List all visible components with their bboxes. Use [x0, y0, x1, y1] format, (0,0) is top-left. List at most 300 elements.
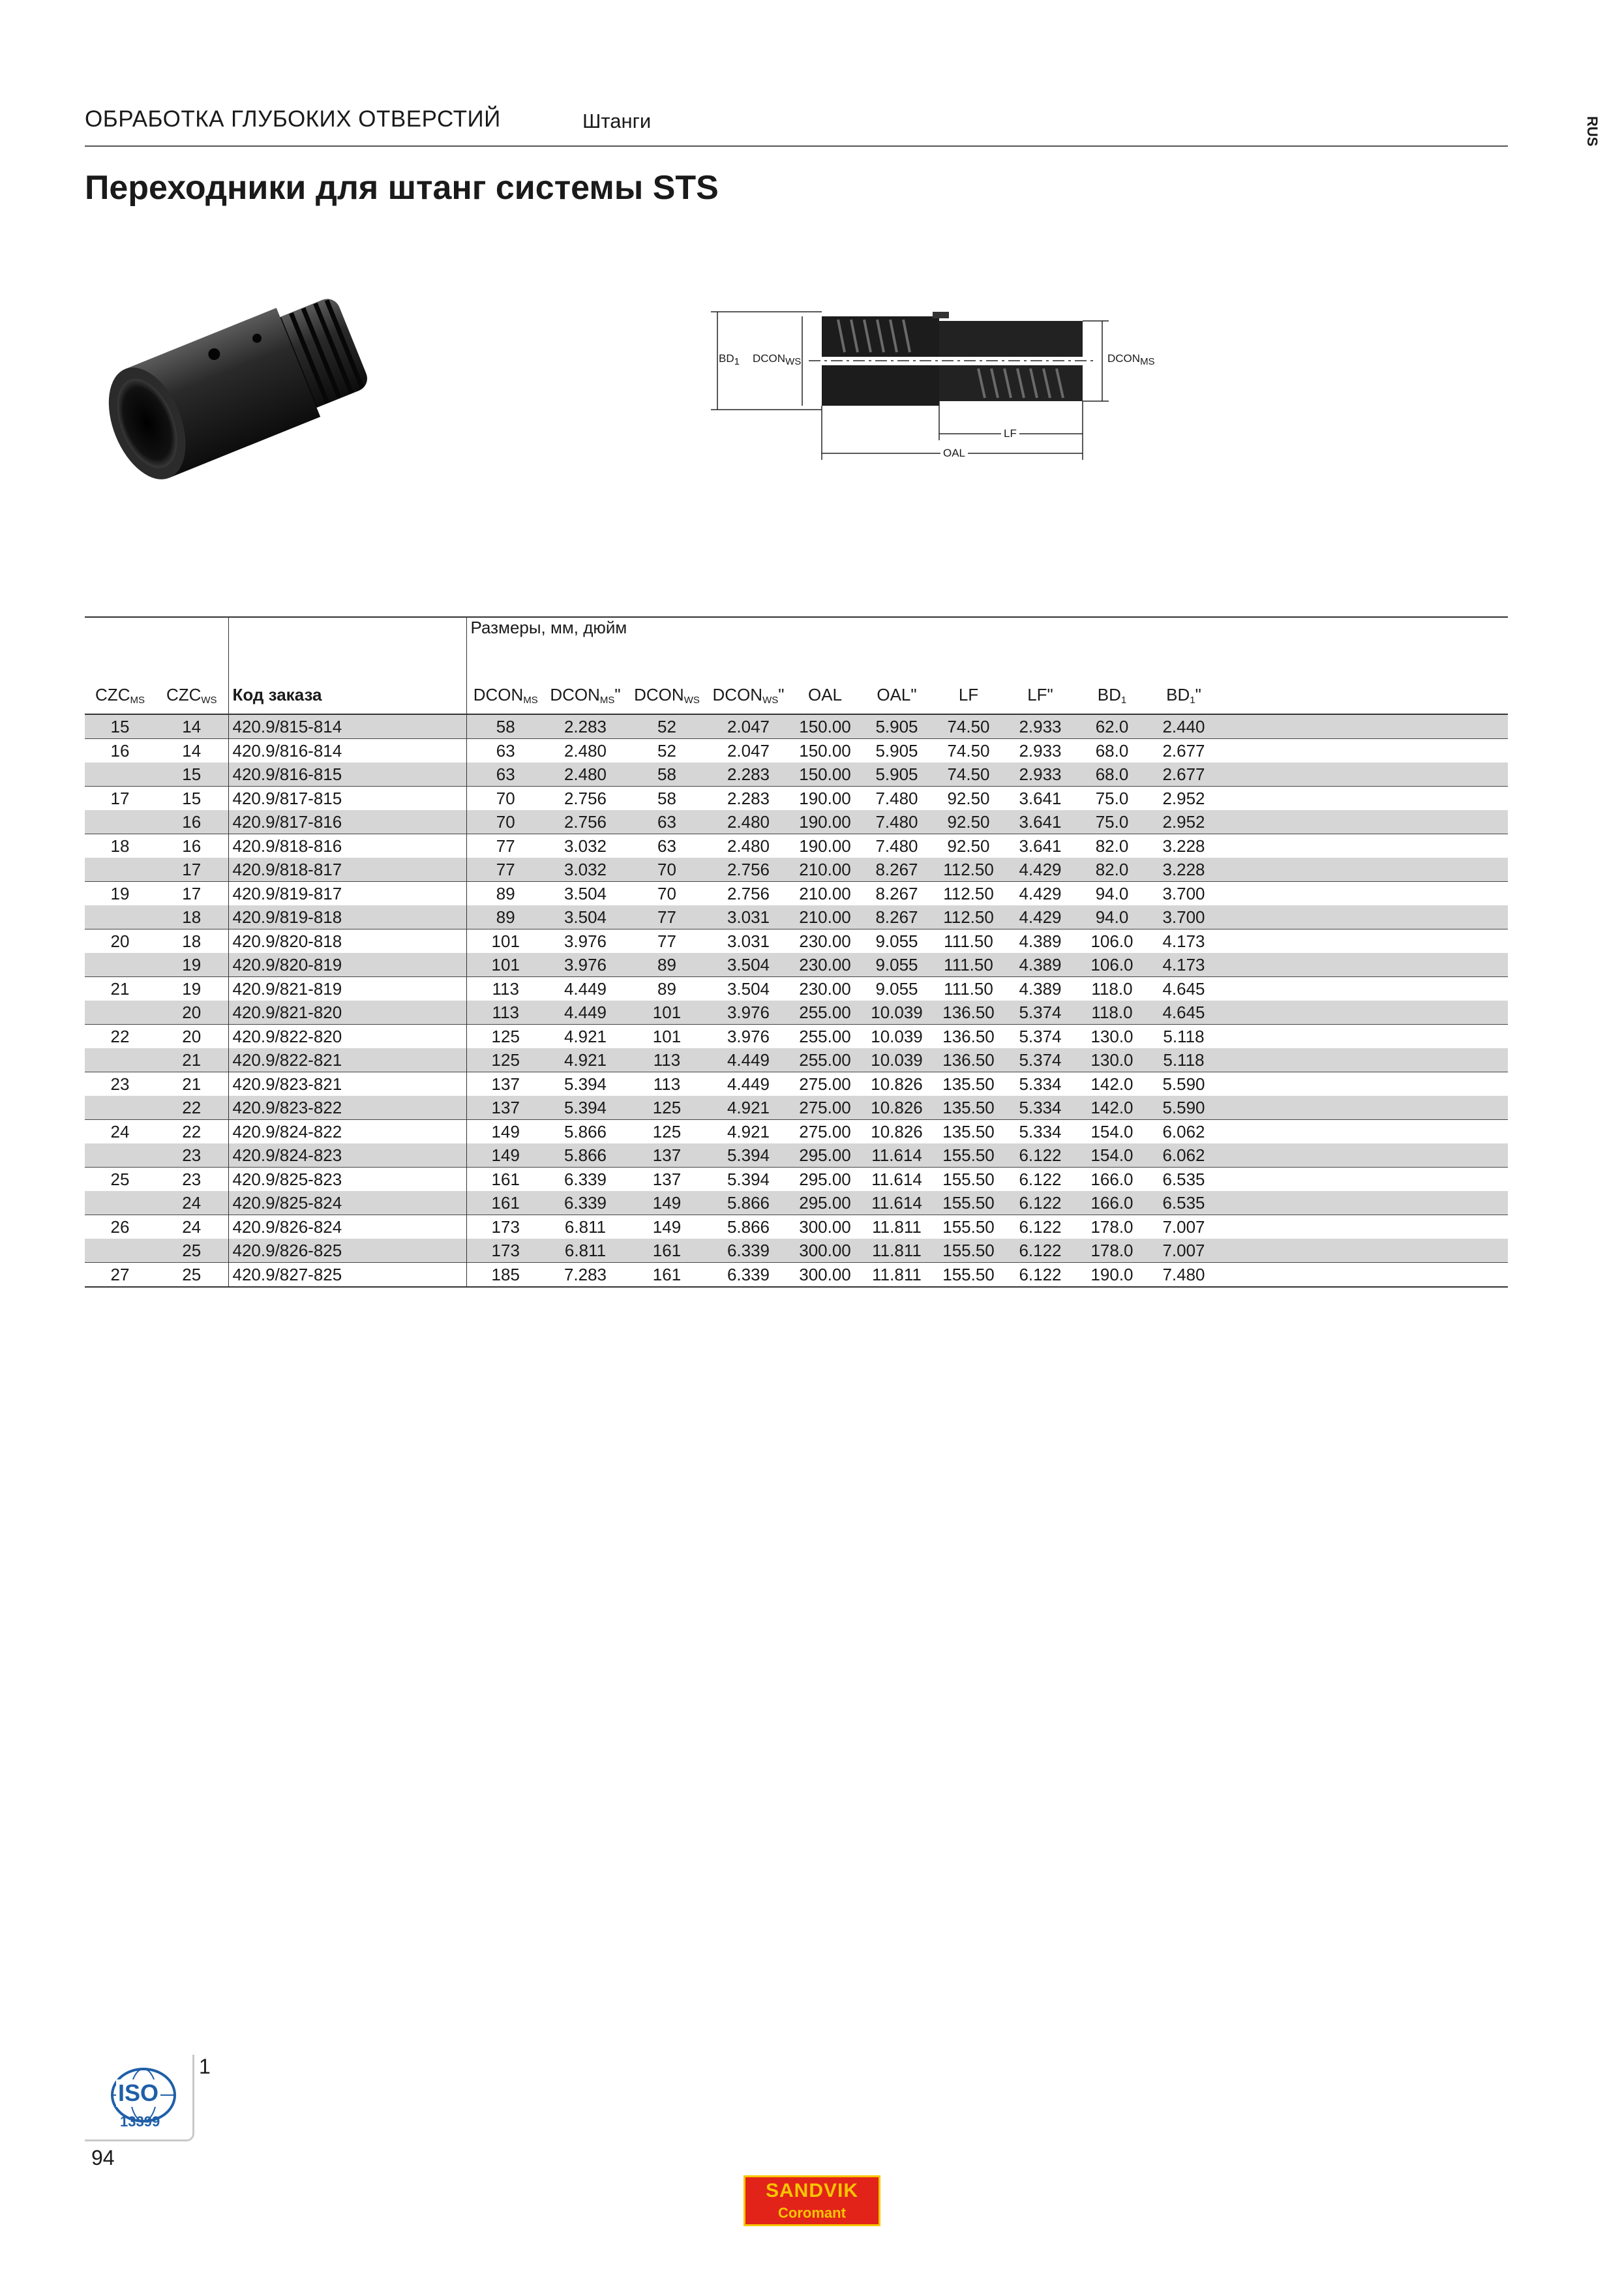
spec-table	[85, 616, 1508, 1288]
table-cell: 2.756	[545, 787, 626, 811]
table-cell: 75.0	[1076, 787, 1148, 811]
table-cell: 230.00	[789, 953, 861, 977]
table-cell: 70	[626, 858, 708, 882]
table-cell: 11.614	[861, 1168, 933, 1192]
table-cell: 19	[155, 977, 228, 1001]
table-row	[85, 834, 1508, 858]
table-filler-cell	[1220, 1120, 1508, 1144]
order-code-cell: 420.9/825-823	[228, 1168, 466, 1192]
order-code-cell: 420.9/824-822	[228, 1120, 466, 1144]
order-code-cell: 420.9/817-815	[228, 787, 466, 811]
table-cell: 101	[626, 1001, 708, 1025]
table-cell: 5.866	[545, 1120, 626, 1144]
column-header-7: OAL	[789, 682, 861, 714]
table-cell: 16	[155, 810, 228, 834]
table-cell: 2.677	[1148, 739, 1220, 763]
table-cell: 137	[466, 1096, 545, 1120]
table-cell: 125	[466, 1025, 545, 1049]
order-code-cell: 420.9/826-825	[228, 1239, 466, 1263]
table-row	[85, 1120, 1508, 1144]
table-filler-cell	[1220, 977, 1508, 1001]
table-cell: 5.905	[861, 763, 933, 787]
table-cell: 23	[155, 1168, 228, 1192]
table-cell	[85, 1096, 155, 1120]
table-cell: 6.122	[1004, 1143, 1076, 1168]
table-cell: 77	[626, 905, 708, 929]
table-cell: 82.0	[1076, 834, 1148, 858]
table-cell: 230.00	[789, 977, 861, 1001]
table-cell: 295.00	[789, 1143, 861, 1168]
table-cell: 5.374	[1004, 1025, 1076, 1049]
table-cell: 136.50	[933, 1001, 1004, 1025]
product-photo	[98, 274, 391, 515]
table-row	[85, 1072, 1508, 1096]
table-row	[85, 810, 1508, 834]
table-cell: 6.535	[1148, 1191, 1220, 1215]
column-header-9: LF	[933, 682, 1004, 714]
table-cell: 5.118	[1148, 1048, 1220, 1072]
table-cell: 2.480	[708, 810, 789, 834]
table-cell: 4.429	[1004, 858, 1076, 882]
table-cell: 23	[85, 1072, 155, 1096]
table-cell: 3.976	[545, 953, 626, 977]
table-cell: 111.50	[933, 977, 1004, 1001]
table-cell	[85, 763, 155, 787]
table-cell: 2.933	[1004, 739, 1076, 763]
table-cell: 149	[626, 1191, 708, 1215]
table-cell: 21	[85, 977, 155, 1001]
table-cell: 173	[466, 1215, 545, 1239]
table-cell: 155.50	[933, 1191, 1004, 1215]
table-cell: 4.921	[545, 1025, 626, 1049]
table-cell: 2.283	[708, 763, 789, 787]
table-cell: 18	[85, 834, 155, 858]
table-cell: 113	[626, 1048, 708, 1072]
order-code-cell: 420.9/815-814	[228, 714, 466, 739]
table-filler-cell	[1220, 1263, 1508, 1288]
table-cell: 118.0	[1076, 1001, 1148, 1025]
table-cell: 4.921	[708, 1120, 789, 1144]
table-cell: 52	[626, 739, 708, 763]
table-cell: 275.00	[789, 1120, 861, 1144]
table-cell: 94.0	[1076, 905, 1148, 929]
column-header-4: $DCON_{MS}$"	[545, 682, 626, 714]
table-cell: 11.811	[861, 1239, 933, 1263]
table-cell: 4.449	[545, 977, 626, 1001]
order-code-cell: 420.9/816-814	[228, 739, 466, 763]
table-cell: 210.00	[789, 905, 861, 929]
table-cell: 11.811	[861, 1263, 933, 1288]
table-filler-cell	[1220, 810, 1508, 834]
subsection-title: Штанги	[582, 110, 652, 132]
table-cell: 26	[85, 1215, 155, 1239]
table-cell: 6.811	[545, 1215, 626, 1239]
order-code-cell: 420.9/826-824	[228, 1215, 466, 1239]
table-cell: 6.062	[1148, 1120, 1220, 1144]
table-cell: 3.504	[708, 953, 789, 977]
drawing-label-lf: LF	[1001, 427, 1019, 440]
table-cell: 4.389	[1004, 929, 1076, 954]
table-cell: 58	[626, 763, 708, 787]
table-cell: 6.811	[545, 1239, 626, 1263]
table-cell: 3.641	[1004, 810, 1076, 834]
table-cell: 255.00	[789, 1025, 861, 1049]
table-cell: 2.756	[708, 882, 789, 906]
drawing-label-dcon-ws: $DCON_{WS}$	[753, 352, 802, 367]
table-cell: 2.933	[1004, 763, 1076, 787]
table-cell: 161	[626, 1239, 708, 1263]
dimension-drawing	[704, 300, 1174, 470]
table-cell: 210.00	[789, 858, 861, 882]
table-cell: 6.122	[1004, 1239, 1076, 1263]
table-filler-cell	[1220, 1168, 1508, 1192]
table-cell: 230.00	[789, 929, 861, 954]
table-cell: 3.031	[708, 929, 789, 954]
order-code-cell: 420.9/816-815	[228, 763, 466, 787]
table-cell: 10.826	[861, 1096, 933, 1120]
table-cell: 24	[155, 1215, 228, 1239]
table-cell: 70	[626, 882, 708, 906]
table-cell: 63	[626, 834, 708, 858]
table-row	[85, 1168, 1508, 1192]
table-cell: 106.0	[1076, 929, 1148, 954]
table-cell: 190.0	[1076, 1263, 1148, 1288]
table-cell	[85, 1191, 155, 1215]
table-row	[85, 1001, 1508, 1025]
table-cell: 101	[466, 929, 545, 954]
table-cell: 77	[626, 929, 708, 954]
table-cell: 20	[155, 1025, 228, 1049]
table-cell: 74.50	[933, 763, 1004, 787]
table-cell: 6.122	[1004, 1215, 1076, 1239]
table-cell: 150.00	[789, 739, 861, 763]
table-cell: 155.50	[933, 1215, 1004, 1239]
table-row	[85, 1191, 1508, 1215]
table-cell: 111.50	[933, 953, 1004, 977]
table-cell: 4.389	[1004, 977, 1076, 1001]
order-code-cell: 420.9/819-817	[228, 882, 466, 906]
table-row	[85, 905, 1508, 929]
table-cell: 5.118	[1148, 1025, 1220, 1049]
table-cell: 63	[626, 810, 708, 834]
table-cell: 2.440	[1148, 714, 1220, 739]
table-cell: 101	[626, 1025, 708, 1049]
table-cell: 18	[155, 929, 228, 954]
table-cell: 3.032	[545, 834, 626, 858]
table-cell: 68.0	[1076, 739, 1148, 763]
table-cell: 154.0	[1076, 1143, 1148, 1168]
table-cell: 5.905	[861, 714, 933, 739]
table-cell: 23	[155, 1143, 228, 1168]
table-body	[85, 714, 1508, 1287]
language-tag: RUS	[1584, 116, 1600, 147]
table-cell: 5.394	[545, 1072, 626, 1096]
table-filler-cell	[1220, 1096, 1508, 1120]
iso-footnote-ref: 1	[199, 2055, 211, 2078]
table-cell: 142.0	[1076, 1096, 1148, 1120]
table-cell: 6.062	[1148, 1143, 1220, 1168]
table-cell: 17	[155, 858, 228, 882]
table-filler-cell	[1220, 1048, 1508, 1072]
table-cell: 14	[155, 739, 228, 763]
table-filler-cell	[1220, 787, 1508, 811]
table-cell: 8.267	[861, 882, 933, 906]
table-cell: 4.449	[708, 1072, 789, 1096]
table-row	[85, 882, 1508, 906]
table-cell: 92.50	[933, 810, 1004, 834]
table-cell: 10.826	[861, 1120, 933, 1144]
table-cell: 14	[155, 714, 228, 739]
table-cell: 22	[155, 1120, 228, 1144]
table-cell: 125	[626, 1096, 708, 1120]
table-cell: 2.047	[708, 739, 789, 763]
table-cell: 161	[626, 1263, 708, 1288]
table-cell: 70	[466, 810, 545, 834]
table-cell: 137	[466, 1072, 545, 1096]
table-cell: 4.389	[1004, 953, 1076, 977]
table-cell: 89	[466, 882, 545, 906]
table-filler-cell	[1220, 1001, 1508, 1025]
table-cell: 8.267	[861, 858, 933, 882]
order-code-cell: 420.9/822-820	[228, 1025, 466, 1049]
table-cell: 149	[466, 1120, 545, 1144]
table-cell: 25	[155, 1263, 228, 1288]
table-cell: 16	[155, 834, 228, 858]
table-cell: 154.0	[1076, 1120, 1148, 1144]
table-cell: 275.00	[789, 1072, 861, 1096]
table-cell: 6.339	[545, 1168, 626, 1192]
order-code-cell: 420.9/819-818	[228, 905, 466, 929]
table-row	[85, 787, 1508, 811]
brand-name: SANDVIK	[765, 2180, 858, 2201]
table-cell: 2.933	[1004, 714, 1076, 739]
table-cell: 5.866	[545, 1143, 626, 1168]
table-cell: 155.50	[933, 1239, 1004, 1263]
table-cell: 15	[155, 763, 228, 787]
table-cell: 255.00	[789, 1048, 861, 1072]
table-cell: 2.283	[708, 787, 789, 811]
table-cell: 5.866	[708, 1215, 789, 1239]
table-cell: 3.504	[545, 905, 626, 929]
table-cell: 6.535	[1148, 1168, 1220, 1192]
table-cell: 149	[466, 1143, 545, 1168]
table-filler-cell	[1220, 834, 1508, 858]
table-cell: 4.921	[545, 1048, 626, 1072]
table-cell: 2.756	[545, 810, 626, 834]
drawing-label-oal: OAL	[940, 447, 968, 460]
table-cell: 15	[155, 787, 228, 811]
table-cell: 10.826	[861, 1072, 933, 1096]
table-cell: 2.047	[708, 714, 789, 739]
table-cell: 4.449	[545, 1001, 626, 1025]
table-cell: 300.00	[789, 1263, 861, 1288]
table-cell: 3.641	[1004, 787, 1076, 811]
table-cell: 135.50	[933, 1096, 1004, 1120]
table-cell: 125	[626, 1120, 708, 1144]
table-cell: 155.50	[933, 1143, 1004, 1168]
table-cell: 16	[85, 739, 155, 763]
table-cell: 178.0	[1076, 1239, 1148, 1263]
table-cell: 2.952	[1148, 787, 1220, 811]
table-cell: 5.866	[708, 1191, 789, 1215]
table-cell: 2.756	[708, 858, 789, 882]
table-cell: 17	[85, 787, 155, 811]
table-cell: 11.614	[861, 1191, 933, 1215]
table-cell: 3.641	[1004, 834, 1076, 858]
table-filler-cell	[1220, 714, 1508, 739]
table-cell: 125	[466, 1048, 545, 1072]
table-cell: 9.055	[861, 977, 933, 1001]
table-cell: 22	[85, 1025, 155, 1049]
order-code-cell: 420.9/823-821	[228, 1072, 466, 1096]
table-cell: 5.590	[1148, 1072, 1220, 1096]
table-cell: 4.173	[1148, 929, 1220, 954]
table-cell	[85, 858, 155, 882]
table-cell: 92.50	[933, 787, 1004, 811]
table-cell: 3.700	[1148, 882, 1220, 906]
order-code-cell: 420.9/820-819	[228, 953, 466, 977]
table-cell: 173	[466, 1239, 545, 1263]
order-code-cell: 420.9/822-821	[228, 1048, 466, 1072]
table-cell: 5.590	[1148, 1096, 1220, 1120]
table-cell: 89	[626, 953, 708, 977]
table-row	[85, 739, 1508, 763]
page-title: Переходники для штанг системы STS	[85, 169, 719, 207]
table-cell: 150.00	[789, 714, 861, 739]
table-cell: 24	[155, 1191, 228, 1215]
table-cell: 3.700	[1148, 905, 1220, 929]
table-cell: 295.00	[789, 1168, 861, 1192]
table-cell: 2.480	[708, 834, 789, 858]
order-code-cell: 420.9/823-822	[228, 1096, 466, 1120]
table-cell: 82.0	[1076, 858, 1148, 882]
table-cell: 4.449	[708, 1048, 789, 1072]
table-filler-cell	[1220, 929, 1508, 954]
table-cell: 6.339	[708, 1263, 789, 1288]
table-cell: 20	[155, 1001, 228, 1025]
table-row	[85, 1143, 1508, 1168]
table-cell: 20	[85, 929, 155, 954]
brand-subname: Coromant	[778, 2205, 846, 2221]
table-cell: 161	[466, 1191, 545, 1215]
table-cell: 7.480	[861, 834, 933, 858]
iso-badge	[85, 2055, 194, 2141]
table-cell: 210.00	[789, 882, 861, 906]
table-cell: 275.00	[789, 1096, 861, 1120]
table-cell: 185	[466, 1263, 545, 1288]
table-cell: 74.50	[933, 739, 1004, 763]
dimensions-group-label: Размеры, мм, дюйм	[466, 617, 1508, 682]
table-group-header-row	[85, 617, 1508, 682]
table-row	[85, 953, 1508, 977]
table-cell: 63	[466, 739, 545, 763]
table-cell: 2.952	[1148, 810, 1220, 834]
table-cell: 77	[466, 834, 545, 858]
table-cell: 25	[155, 1239, 228, 1263]
table-row	[85, 1048, 1508, 1072]
table-cell: 136.50	[933, 1048, 1004, 1072]
table-row	[85, 714, 1508, 739]
table-cell: 3.228	[1148, 834, 1220, 858]
iso-standard-number: 13399	[120, 2113, 160, 2130]
order-code-cell: 420.9/825-824	[228, 1191, 466, 1215]
table-cell: 113	[626, 1072, 708, 1096]
iso-logo-text: ISO	[116, 2079, 160, 2107]
table-cell: 5.905	[861, 739, 933, 763]
table-cell: 3.504	[545, 882, 626, 906]
table-cell: 7.283	[545, 1263, 626, 1288]
table-cell: 4.921	[708, 1096, 789, 1120]
table-cell: 113	[466, 1001, 545, 1025]
table-cell: 21	[155, 1048, 228, 1072]
table-cell: 7.007	[1148, 1239, 1220, 1263]
table-cell: 112.50	[933, 882, 1004, 906]
table-cell: 111.50	[933, 929, 1004, 954]
table-cell: 5.394	[708, 1143, 789, 1168]
table-cell: 2.480	[545, 763, 626, 787]
table-cell: 77	[466, 858, 545, 882]
order-code-cell: 420.9/818-816	[228, 834, 466, 858]
table-cell: 17	[155, 882, 228, 906]
table-row	[85, 1096, 1508, 1120]
table-cell: 21	[155, 1072, 228, 1096]
table-cell: 5.374	[1004, 1001, 1076, 1025]
order-code-cell: 420.9/820-818	[228, 929, 466, 954]
table-cell: 62.0	[1076, 714, 1148, 739]
table-cell: 112.50	[933, 905, 1004, 929]
table-cell: 58	[626, 787, 708, 811]
table-cell: 75.0	[1076, 810, 1148, 834]
table-cell: 190.00	[789, 834, 861, 858]
table-cell: 10.039	[861, 1001, 933, 1025]
column-header-11: $BD_1$	[1076, 682, 1148, 714]
table-cell: 5.394	[545, 1096, 626, 1120]
table-cell: 161	[466, 1168, 545, 1192]
table-cell: 68.0	[1076, 763, 1148, 787]
table-row	[85, 1215, 1508, 1239]
table-cell: 70	[466, 787, 545, 811]
column-header-6: $DCON_{WS}$"	[708, 682, 789, 714]
table-cell: 190.00	[789, 810, 861, 834]
table-cell: 149	[626, 1215, 708, 1239]
table-cell: 2.677	[1148, 763, 1220, 787]
order-code-cell: 420.9/817-816	[228, 810, 466, 834]
column-header-0: $CZC_{MS}$	[85, 682, 155, 714]
table-cell: 3.228	[1148, 858, 1220, 882]
table-cell: 3.504	[708, 977, 789, 1001]
table-cell: 9.055	[861, 953, 933, 977]
table-cell: 19	[155, 953, 228, 977]
table-cell: 2.480	[545, 739, 626, 763]
drawing-label-bd: $BD_1$	[719, 352, 740, 367]
column-header-1: $CZC_{WS}$	[155, 682, 228, 714]
table-cell: 150.00	[789, 763, 861, 787]
table-cell	[85, 953, 155, 977]
table-cell: 92.50	[933, 834, 1004, 858]
table-cell: 135.50	[933, 1120, 1004, 1144]
table-filler-cell	[1220, 1239, 1508, 1263]
table-cell	[85, 1239, 155, 1263]
table-cell: 155.50	[933, 1263, 1004, 1288]
column-header-3: $DCON_{MS}$	[466, 682, 545, 714]
table-cell: 6.339	[545, 1191, 626, 1215]
table-cell: 9.055	[861, 929, 933, 954]
table-cell: 15	[85, 714, 155, 739]
table-cell: 11.614	[861, 1143, 933, 1168]
table-cell: 6.339	[708, 1239, 789, 1263]
table-cell: 5.394	[708, 1168, 789, 1192]
column-header-filler	[1220, 682, 1508, 714]
